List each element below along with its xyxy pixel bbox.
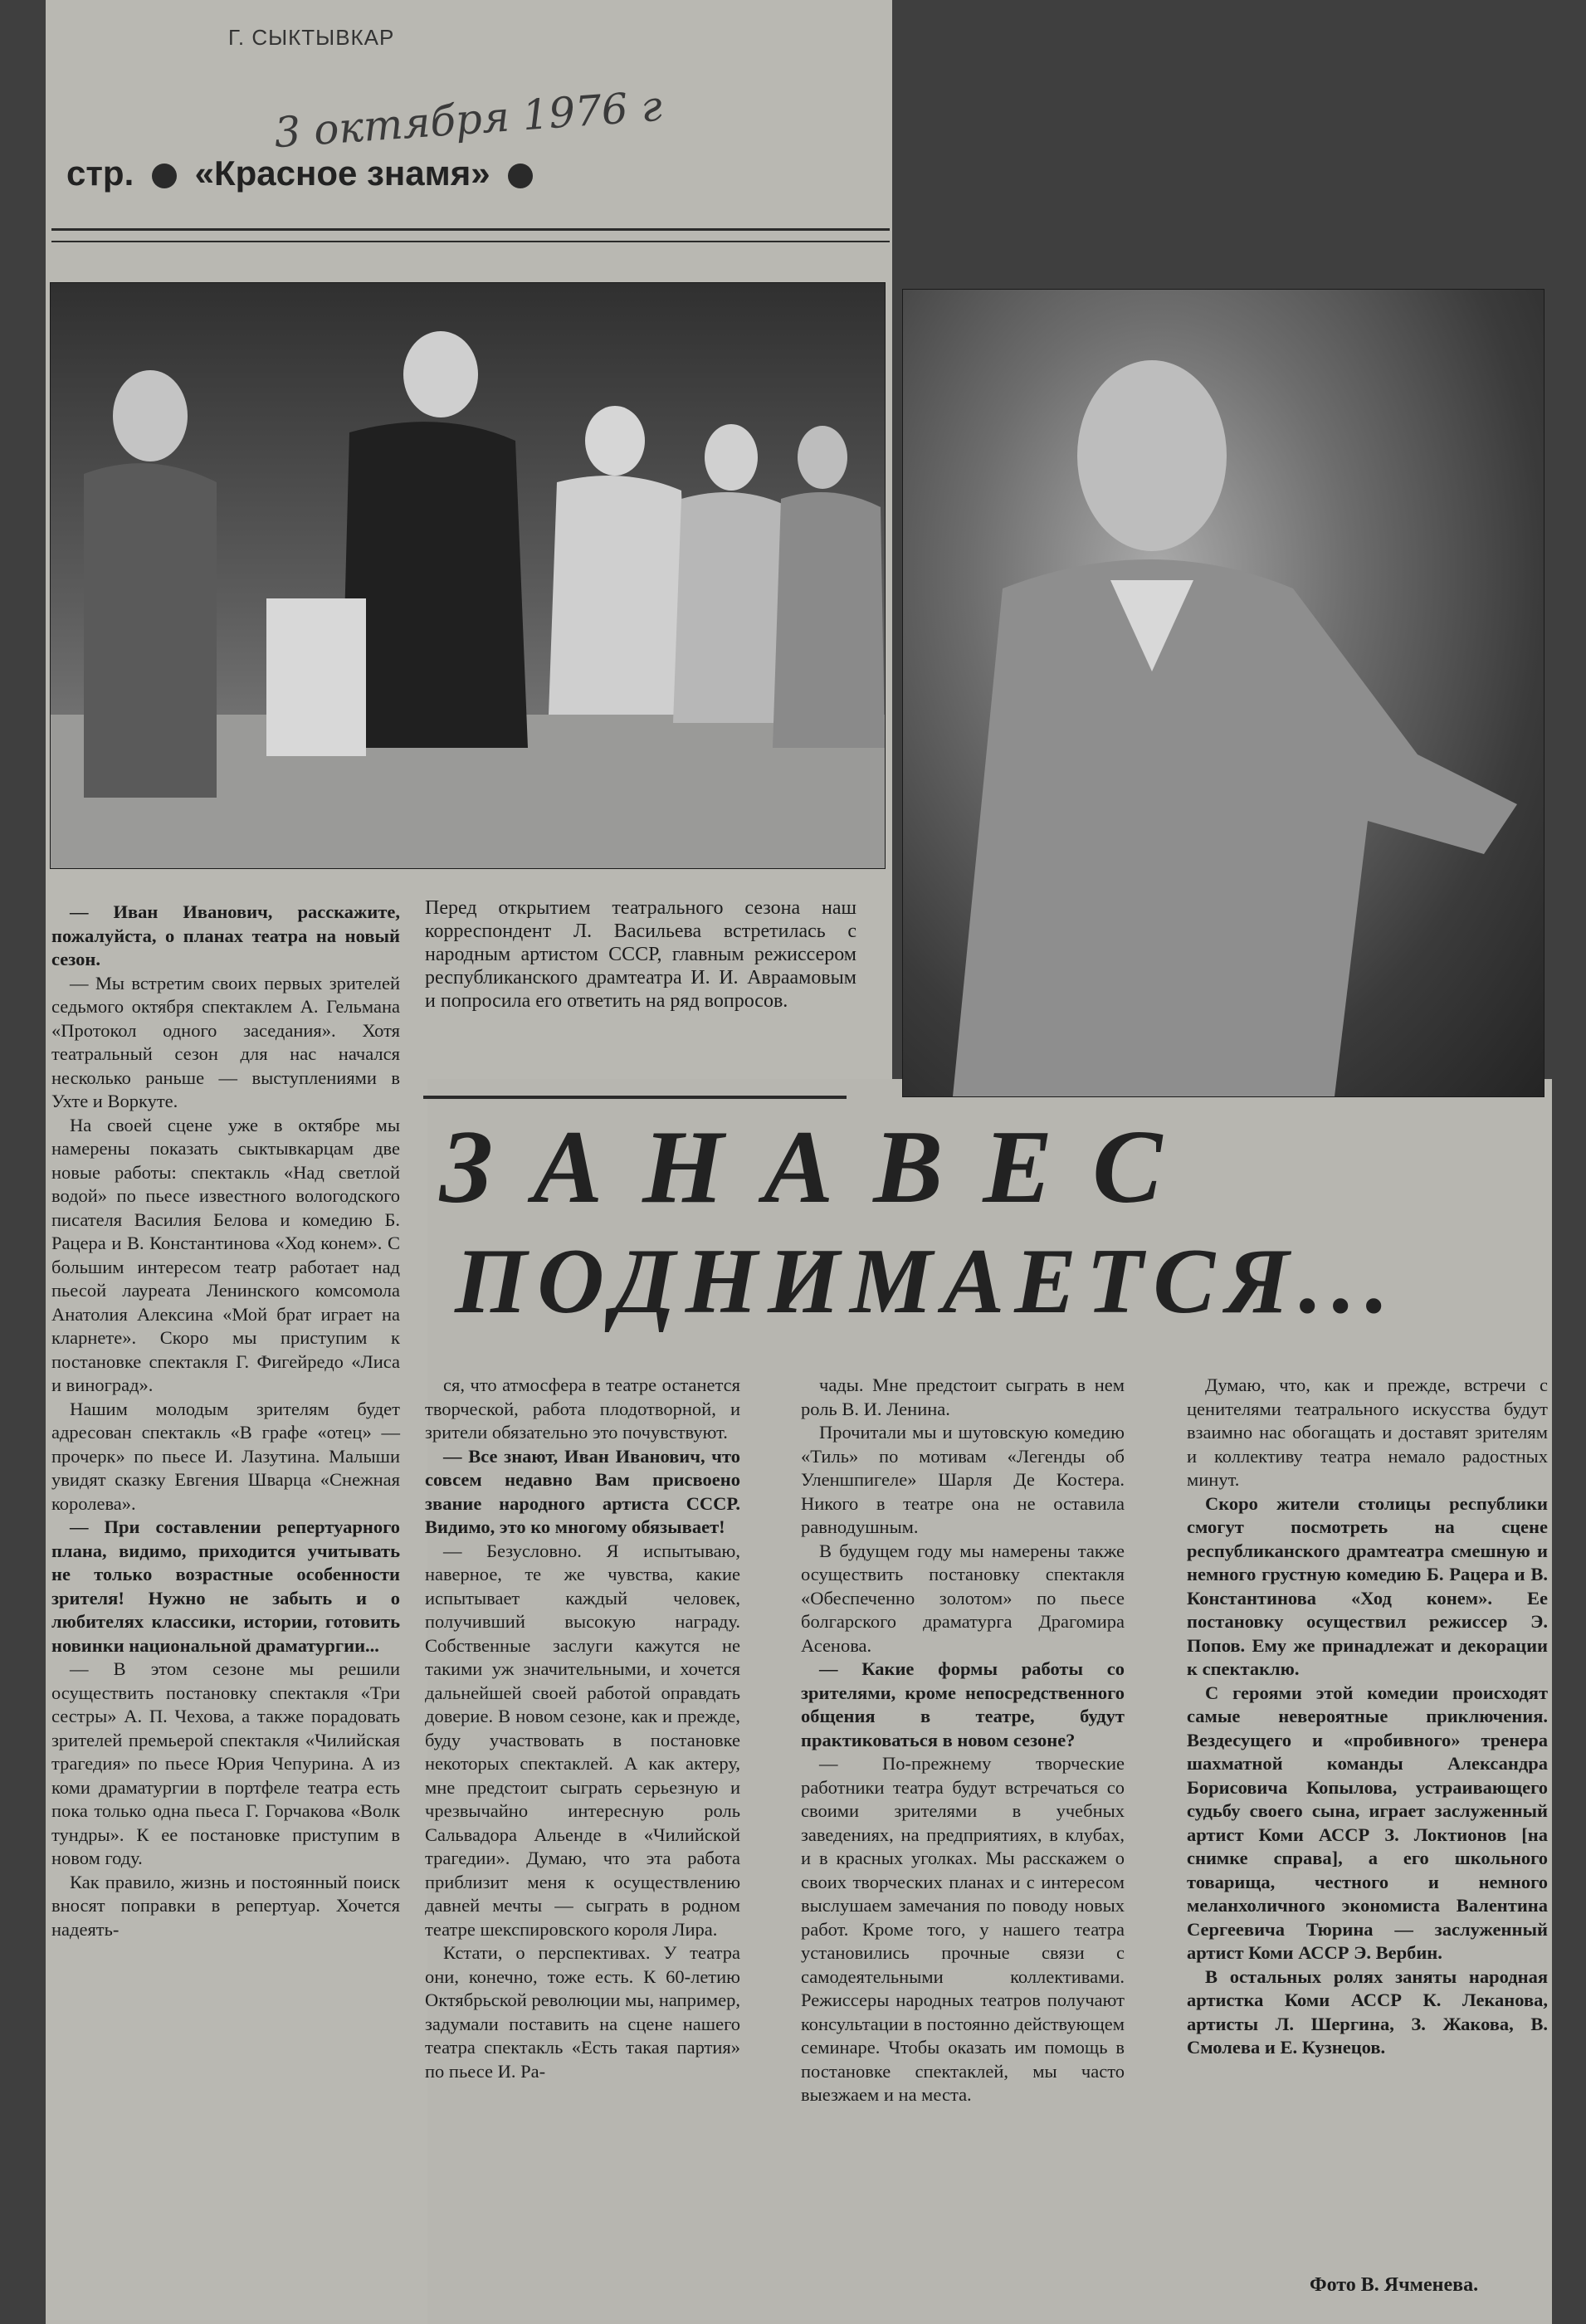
stage-photo-figures xyxy=(51,283,885,868)
article-paragraph: — Иван Иванович, расскажите, пожалуйста, о планах театра на новый сезон. xyxy=(51,901,400,969)
handwritten-date: 3 октября 1976 г xyxy=(272,81,664,158)
article-column-2 xyxy=(425,1374,740,2083)
article-paragraph: В остальных ролях заняты народная артистка Коми АССР К. Леканова, артисты Л. Шергина, З. Жакова, В. Смолева и Е. Кузнецов. xyxy=(1187,1965,1548,2058)
headline-line1: ЗАНАВЕС xyxy=(440,1110,1203,1225)
article-paragraph: На своей сцене уже в октябре мы намерены показать сыктывкарцам две новые работы: спектакль «Над светлой водой» по пьесе известного вологодского писателя Василия Белова и комедию Б. Рацера и В. Константинова «Ход конем». С большим интересом театр работает над пьесой лауреата Ленинского комсомола Анатолия Алексина «Мой брат играет на кларнете». Скоро мы приступим к постановке спектакля Г. Фигейредо «Лиса и виноград». xyxy=(51,1114,400,1395)
article-paragraph: чады. Мне предстоит сыграть в нем роль В. И. Ленина. xyxy=(801,1374,1125,1419)
article-paragraph: Кстати, о перспективах. У театра они, конечно, тоже есть. К 60-летию Октябрьской революции мы, например, задумали поставить на сцене нашего театра спектакль «Есть такая партия» по пьесе И. Ра- xyxy=(425,1942,740,2082)
bullet-icon xyxy=(508,164,533,188)
article-column-3 xyxy=(801,1374,1125,2107)
article-paragraph: — При составлении репертуарного плана, видимо, приходится учитывать не только возрастные особенности зрителя! Нужно не забыть и о любителях классики, истории, готовить новинки национальной драматургии... xyxy=(51,1516,400,1656)
masthead-title: «Красное знамя» xyxy=(194,154,490,193)
article-paragraph: Как правило, жизнь и постоянный поиск вносят поправки в репертуар. Хочется надеять- xyxy=(51,1871,400,1940)
intro-paragraph: Перед открытием театрального сезона наш корреспондент Л. Васильева встретилась с народным артистом СССР, главным режиссером республиканского драмтеатра И. И. Авраамовым и попросила его ответить на ряд вопросов. xyxy=(425,897,856,1012)
headline-rule xyxy=(423,1096,847,1099)
article-column-1 xyxy=(51,901,400,1941)
article-paragraph: С героями этой комедии происходят самые невероятные приключения. Вездесущего и «пробивного» тренера шахматной команды Александра Борисовича Копылова, устраивающего судьбу своего сына, играет заслуженный артист Коми АССР З. Локтионов [на снимке справа], а его школьного товарища, честного и немного меланхоличного экономиста Валентина Сергеевича Тюрина — заслуженный артист Коми АССР Э. Вербин. xyxy=(1187,1682,1548,1963)
article-paragraph: — Какие формы работы со зрителями, кроме непосредственного общения в театре, будут практиковаться в новом сезоне? xyxy=(801,1658,1125,1750)
masthead-rule xyxy=(51,228,890,231)
article-column-4 xyxy=(1187,1374,1548,2060)
city-label: Г. СЫКТЫВКАР xyxy=(228,25,395,50)
article-paragraph: Прочитали мы и шутовскую комедию «Тиль» по мотивам «Легенды об Уленшпигеле» Шарля Де Костера. Никого в театре она не оставила равнодушным. xyxy=(801,1422,1125,1537)
headline-line2: ПОДНИМАЕТСЯ... xyxy=(455,1230,1399,1333)
bullet-icon xyxy=(152,164,177,188)
masthead xyxy=(66,154,541,193)
article-paragraph: — Безусловно. Я испытываю, наверное, те же чувства, какие испытывает каждый человек, получивший высокую награду. Собственные заслуги кажутся не такими уж значительными, и хочется дальнейшей своей работой оправдать доверие. В новом сезоне, как и прежде, буду участвовать в постановке некоторых спектаклей. А как актеру, мне предстоит сыграть серьезную и чрезвычайно интересную роль Сальвадора Альенде в «Чилийской трагедии». Думаю, что эта работа приблизит меня к осуществлению давней мечты — сыграть в родном театре шекспировского короля Лира. xyxy=(425,1540,740,1940)
article-paragraph: — Все знают, Иван Иванович, что совсем недавно Вам присвоено звание народного артиста СССР. Видимо, это ко многому обязывает! xyxy=(425,1445,740,1537)
masthead-prefix: стр. xyxy=(66,154,134,193)
article-paragraph: — Мы встретим своих первых зрителей седьмого октября спектаклем А. Гельмана «Протокол одного заседания». Хотя театральный сезон для нас начался несколько раньше — выступлениями в Ухте и Воркуте. xyxy=(51,972,400,1111)
article-paragraph: Скоро жители столицы республики смогут посмотреть на сцене республиканского драмтеатра смешную и немного грустную комедию Б. Рацера и В. Константинова «Ход конем». Ее постановку осуществил режиссер Э. Попов. Ему же принадлежат и декорации к спектаклю. xyxy=(1187,1492,1548,1679)
portrait-figure xyxy=(903,290,1544,1096)
photo-credit: Фото В. Ячменева. xyxy=(1310,2274,1479,2296)
masthead-rule-thin xyxy=(51,241,890,242)
article-paragraph: Думаю, что, как и прежде, встречи с ценителями театрального искусства будут взаимно нас обогащать и доставят зрителям и коллективу театра немало радостных минут. xyxy=(1187,1374,1548,1490)
article-paragraph: Нашим молодым зрителям будет адресован спектакль «В графе «отец» — прочерк» по пьесе И. Лазутина. Малыши увидят сказку Евгения Шварца «Снежная королева». xyxy=(51,1398,400,1514)
article-paragraph: — По-прежнему творческие работники театра будут встречаться со своими зрителями в учебных заведениях, на предприятиях, в клубах, и в красных уголках. Мы расскажем о своих творческих планах и с интересом выслушаем замечания по поводу новых работ. Кроме того, у нашего театра установились прочные связи с самодеятельными коллективами. Режиссеры народных театров получают консультации в постоянно действующем семинаре. Чтобы оказать им помощь в постановке спектаклей, мы часто выезжаем и на места. xyxy=(801,1753,1125,2105)
stage-photo xyxy=(50,282,886,869)
article-paragraph: В будущем году мы намерены также осуществить постановку спектакля «Обеспеченно золотом» по пьесе болгарского драматурга Драгомира Асенова. xyxy=(801,1540,1125,1656)
portrait-photo xyxy=(902,289,1545,1097)
article-paragraph: — В этом сезоне мы решили осуществить постановку спектакля «Три сестры» А. П. Чехова, а также порадовать зрителей премьерой спектакля «Чилийская трагедия» по пьесе Юрия Чепурина. А из коми драматургии в портфеле театра есть пока только одна пьеса Г. Горчакова «Волк тундры». К ее постановке приступим в новом году. xyxy=(51,1658,400,1868)
article-paragraph: ся, что атмосфера в театре останется творческой, работа плодотворной, и зрители обязательно это почувствуют. xyxy=(425,1374,740,1443)
